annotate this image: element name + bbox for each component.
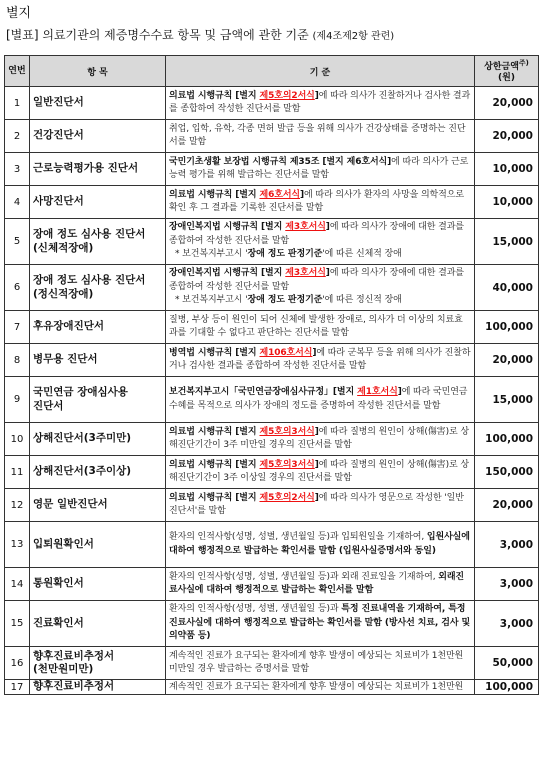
row-item [30,489,166,522]
row-item-line: 근로능력평가용 진단서 [33,162,139,175]
standard-text: 에 따라 국민연금수혜를 목적으로 의사가 장애의 정도를 증명하여 작성한 진단서를 말함 [169,387,468,411]
form-reference: 제5호의2서식 [259,90,315,101]
law-reference: 의료법 시행규칙 [별지 [169,426,260,437]
row-item [30,522,166,568]
table-row [5,456,539,489]
note-text: * 보건복지부고시 ' [175,249,248,260]
row-item-line: 건강진단서 [33,129,84,142]
standard-text: 계속적인 진료가 요구되는 환자에게 향후 발생이 예상되는 치료비가 1천만원 미만일 경우 발급하는 증명서를 말함 [169,650,464,674]
header-limit [475,56,539,87]
law-reference: ] [314,426,319,437]
row-standard [166,423,475,456]
row-amount: 100,000 [475,680,539,695]
row-item-line: 장애 정도 심사용 진단서 [33,274,146,287]
row-amount: 20,000 [475,489,539,522]
note-text: 장애 정도 판정기준 [247,295,323,306]
law-reference: ] [312,347,317,358]
row-item-line: 사망진단서 [33,195,84,208]
note-text: 장애 정도 판정기준 [247,249,323,260]
row-amount: 15,000 [475,377,539,423]
header-limit-label: 상한금액 [484,62,519,73]
table-title [6,26,394,43]
table-row [5,219,539,265]
table-title-main: [별표] 의료기관의 제증명수수료 항목 및 금액에 관한 기준 [6,28,309,42]
table-row [5,568,539,601]
header-limit-footnote-mark: 주) [518,59,529,68]
row-item-line: (신체적장애) [33,241,94,254]
row-item-line: 상해진단서(3주미만) [33,432,132,445]
standard-text: 입원사실에 대하여 행정적으로 발급하는 확인서를 말함 (입원사실증명서와 동일) [169,532,470,556]
standard-text: 에 따라 질병의 원인이 상해(傷害)로 상해진단기간이 3주 미만일 경우의 진단서를 말함 [169,426,469,450]
form-reference: 제5호의3서식 [259,426,315,437]
row-standard [166,647,475,680]
standard-text: 에 따라 의사가 환자의 사망을 의학적으로 확인 후 그 결과를 기록한 진단서를 말함 [169,189,464,213]
form-reference: 제3호서식 [285,222,326,233]
table-row [5,311,539,344]
table-row [5,522,539,568]
row-item-line: 향후진료비추정서 [33,649,115,662]
row-standard [166,601,475,647]
row-amount: 20,000 [475,120,539,153]
row-item [30,423,166,456]
standard-text: 에 따라 의사가 근로능력 평가를 위해 발급하는 진단서를 말함 [169,156,469,180]
note-text: * 보건복지부고시 ' [175,295,248,306]
row-item [30,680,166,695]
header-num: 연번 [5,56,30,87]
standard-note [169,248,471,262]
row-number: 6 [5,265,30,311]
row-item [30,647,166,680]
form-reference: 제5호의3서식 [259,459,315,470]
row-standard [166,186,475,219]
table-row [5,647,539,680]
row-item [30,87,166,120]
law-reference: 의료법 시행규칙 [169,90,236,101]
form-reference: 제5호의2서식 [259,492,315,503]
row-standard [166,680,475,695]
standard-text: 환자의 인적사항(성명, 성별, 생년월일 등)과 [169,604,342,615]
table-row [5,153,539,186]
row-number: 16 [5,647,30,680]
row-item [30,311,166,344]
row-amount: 15,000 [475,219,539,265]
row-standard [166,456,475,489]
row-number: 12 [5,489,30,522]
row-number: 2 [5,120,30,153]
row-number: 8 [5,344,30,377]
row-item-line: 상해진단서(3주이상) [33,465,132,478]
row-amount: 100,000 [475,311,539,344]
table-row [5,87,539,120]
form-reference: 제106호서식 [259,347,313,358]
table-row [5,601,539,647]
row-number: 10 [5,423,30,456]
row-number: 5 [5,219,30,265]
row-amount: 3,000 [475,601,539,647]
row-standard [166,311,475,344]
row-item [30,568,166,601]
standard-text: 취업, 입학, 유학, 각종 면허 발급 등을 위해 의사가 건강상태를 증명하는 진단서를 말함 [169,123,466,147]
standard-text: 에 따라 의사가 장애에 대한 결과를 종합하여 작성한 진단서를 말함 [169,222,464,246]
standard-text: 에 따라 의사가 영문으로 작성한 '일반 진단서'를 말함 [169,492,464,516]
row-number: 4 [5,186,30,219]
row-item [30,186,166,219]
row-number: 1 [5,87,30,120]
row-amount: 100,000 [475,423,539,456]
row-item-line: 장애 정도 심사용 진단서 [33,228,146,241]
row-standard [166,120,475,153]
row-number: 9 [5,377,30,423]
row-amount: 50,000 [475,647,539,680]
fee-table [4,55,539,695]
law-reference: [별지 [235,90,260,101]
row-item [30,601,166,647]
table-row [5,377,539,423]
standard-text: 환자의 인적사항(성명, 성별, 생년월일 등)과 입퇴원일을 기재하여, [169,532,427,542]
row-item [30,456,166,489]
row-number: 7 [5,311,30,344]
row-number: 15 [5,601,30,647]
row-standard [166,87,475,120]
law-reference: ] [314,492,319,503]
standard-text: 질병, 부상 등이 원인이 되어 신체에 발생한 장애로, 의사가 더 이상의 치료효과를 기대할 수 없다고 판단하는 진단서를 말함 [169,314,463,338]
law-reference: 보건복지부고시「국민연금장애심사규정」[별지 [169,387,358,397]
row-amount: 20,000 [475,87,539,120]
note-text: '에 따른 정신적 장애 [322,295,402,306]
row-item-line: 영문 일반진단서 [33,498,108,511]
row-item [30,153,166,186]
standard-text: 특정 진료내역을 기재하여, 특정 진료사실에 대하여 행정적으로 발급하는 확인서를 말함 (방사선 치료, 검사 및 의약품 등) [169,604,471,642]
header-standard: 기 준 [166,56,475,87]
law-reference: 병역법 시행규칙 [별지 [169,347,260,358]
table-title-sub: (제4조제2항 관련) [312,31,395,42]
row-amount: 3,000 [475,522,539,568]
header-limit-unit: (원) [498,72,515,83]
row-item-line: 입퇴원확인서 [33,537,94,550]
row-number: 13 [5,522,30,568]
row-amount: 150,000 [475,456,539,489]
row-item-line: (정신적장애) [33,287,94,300]
table-row [5,423,539,456]
standard-text: 계속적인 진료가 요구되는 환자에게 향후 발생이 예상되는 치료비가 1천만원 [169,681,464,692]
row-standard [166,344,475,377]
law-reference: ] [314,90,319,101]
row-item-line: 병무용 진단서 [33,353,98,366]
row-item-line: 일반진단서 [33,96,84,109]
row-amount: 10,000 [475,153,539,186]
standard-text: 외래진료사실에 대하여 행정적으로 발급하는 확인서를 말함 [169,571,465,595]
row-item-line: 국민연금 장애심사용 [33,386,128,399]
table-row [5,186,539,219]
row-number: 17 [5,680,30,695]
standard-note [169,294,471,308]
standard-text: 에 따라 의사가 진찰하거나 검사한 결과를 종합하여 작성한 진단서를 말함 [169,90,471,114]
row-number: 14 [5,568,30,601]
standard-text: 에 따라 의사가 장애에 대한 결과를 종합하여 작성한 진단서를 말함 [169,268,464,292]
law-reference: ] [397,387,402,397]
law-reference: ] [314,459,319,470]
standard-text: 환자의 인적사항(성명, 성별, 생년월일 등)과 외래 진료일을 기재하여, [169,571,439,582]
note-text: '에 따른 신체적 장애 [322,249,402,260]
row-item [30,120,166,153]
row-item-line: 향후진료비추정서 [33,680,115,693]
law-reference: ] [300,189,305,200]
form-reference: 제3호서식 [285,268,326,279]
law-reference: 의료법 시행규칙 [별지 [169,492,260,503]
row-standard [166,153,475,186]
attachment-label: 별지 [6,6,32,21]
row-amount: 3,000 [475,568,539,601]
law-reference: 의료법 시행규칙 [별지 [169,459,260,470]
row-item-line: 후유장애진단서 [33,320,105,333]
table-row [5,680,539,695]
row-item-line: (천만원미만) [33,663,94,675]
row-item [30,219,166,265]
table-row [5,120,539,153]
row-number: 3 [5,153,30,186]
table-row [5,344,539,377]
row-item [30,265,166,311]
row-item-line: 진료확인서 [33,616,84,629]
form-reference: 제6호서식 [259,189,301,200]
row-item [30,377,166,423]
row-standard [166,265,475,311]
row-item-line: 통원확인서 [33,577,84,590]
table-row [5,265,539,311]
row-item-line: 진단서 [33,399,64,412]
law-reference: 국민기초생활 보장법 시행규칙 제35조 [별지 제6호서식] [169,156,392,167]
row-amount: 20,000 [475,344,539,377]
law-reference: 장애인복지법 시행규칙 [별지 [169,268,286,279]
row-item [30,344,166,377]
row-number: 11 [5,456,30,489]
law-reference: 장애인복지법 시행규칙 [별지 [169,222,286,233]
row-standard [166,568,475,601]
row-amount: 40,000 [475,265,539,311]
row-standard [166,219,475,265]
header-item: 항 목 [30,56,166,87]
form-reference: 제1호서식 [357,387,398,397]
law-reference: ] [325,268,330,279]
law-reference: ] [325,222,330,233]
row-amount: 10,000 [475,186,539,219]
row-standard [166,489,475,522]
standard-text: 에 따라 군복무 등을 위해 의사가 진찰하거나 검사한 결과를 종합하여 작성한 진단서를 말함 [169,347,471,371]
row-standard [166,522,475,568]
table-header-row [5,56,539,87]
row-standard [166,377,475,423]
law-reference: 의료법 시행규칙 [별지 [169,189,260,200]
table-row [5,489,539,522]
standard-text: 에 따라 질병의 원인이 상해(傷害)로 상해진단기간이 3주 이상일 경우의 진단서를 말함 [169,459,469,483]
